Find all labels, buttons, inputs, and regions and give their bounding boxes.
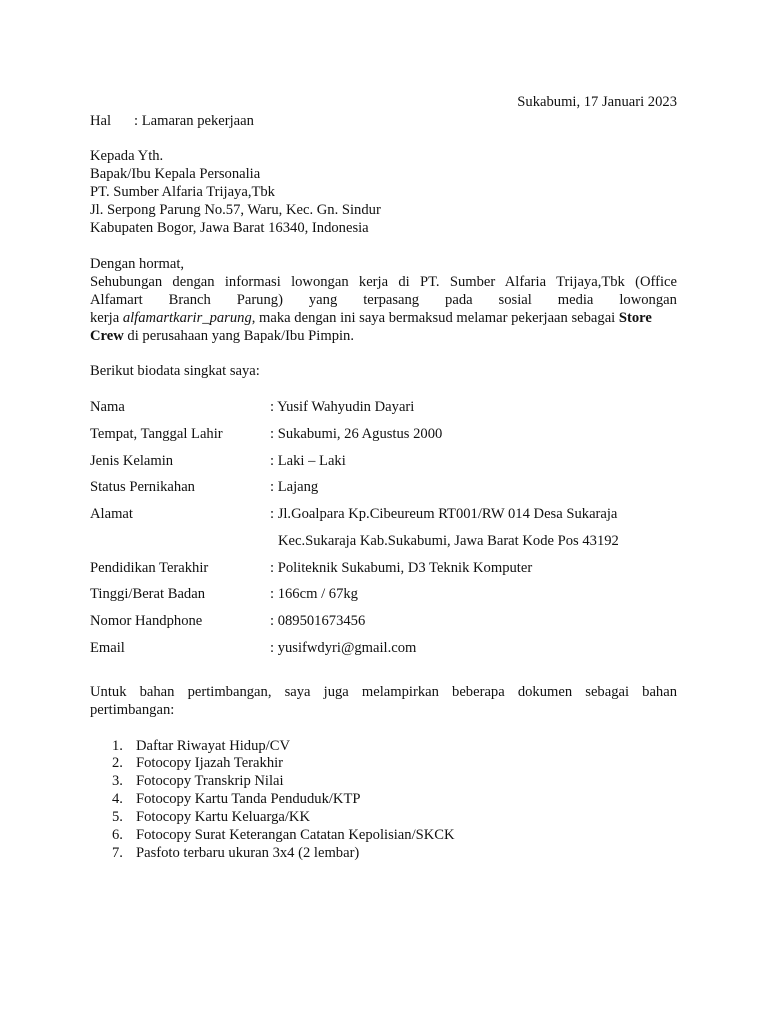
attachment-intro-line-1: Untuk bahan pertimbangan, saya juga melampirkan beberapa dokumen sebagai bahan bbox=[90, 684, 677, 700]
list-item: Fotocopy Transkrip Nilai bbox=[136, 773, 284, 789]
intro-word: media bbox=[557, 292, 594, 308]
bio-value: : Politeknik Sukabumi, D3 Teknik Komputer bbox=[270, 560, 533, 576]
bio-value: : 089501673456 bbox=[270, 613, 366, 629]
intro-word: yang bbox=[308, 292, 338, 308]
list-item: Fotocopy Kartu Keluarga/KK bbox=[136, 809, 311, 825]
list-item: Fotocopy Ijazah Terakhir bbox=[136, 755, 284, 771]
intro-word: pada bbox=[445, 292, 473, 308]
intro-word: Branch bbox=[168, 292, 211, 308]
bio-value: : Sukabumi, 26 Agustus 2000 bbox=[270, 426, 443, 442]
list-item: Fotocopy Kartu Tanda Penduduk/KTP bbox=[136, 791, 361, 807]
bio-value: : Lajang bbox=[270, 479, 319, 495]
bio-label: Tinggi/Berat Badan bbox=[90, 586, 205, 602]
intro-word: lowongan bbox=[619, 292, 677, 308]
list-item: Daftar Riwayat Hidup/CV bbox=[136, 738, 291, 754]
intro-line-3-post: , maka dengan ini saya bermaksud melamar pekerjaan sebagai bbox=[251, 310, 619, 326]
subject-label: Hal bbox=[90, 113, 112, 129]
intro-line-3-bold: Store bbox=[618, 310, 652, 326]
list-item-number: 7. bbox=[112, 845, 123, 861]
list-item-number: 1. bbox=[112, 738, 123, 754]
subject-value: : Lamaran pekerjaan bbox=[134, 113, 254, 129]
bio-label: Tempat, Tanggal Lahir bbox=[90, 426, 223, 442]
bio-value: : 166cm / 67kg bbox=[270, 586, 358, 602]
recipient-line: Kabupaten Bogor, Jawa Barat 16340, Indonesia bbox=[90, 220, 369, 236]
list-item: Pasfoto terbaru ukuran 3x4 (2 lembar) bbox=[136, 845, 360, 861]
intro-word: Alfamart bbox=[90, 292, 143, 308]
intro-line-3-pre: kerja bbox=[90, 310, 123, 326]
bio-intro: Berikut biodata singkat saya: bbox=[90, 363, 260, 379]
bio-label: Pendidikan Terakhir bbox=[90, 560, 209, 576]
attachment-intro-line-2: pertimbangan: bbox=[90, 702, 175, 718]
list-item-number: 3. bbox=[112, 773, 123, 789]
bio-label: Nama bbox=[90, 399, 125, 415]
recipient-line: Jl. Serpong Parung No.57, Waru, Kec. Gn. Sindur bbox=[90, 202, 381, 218]
recipient-line: PT. Sumber Alfaria Trijaya,Tbk bbox=[90, 184, 275, 200]
bio-label: Nomor Handphone bbox=[90, 613, 203, 629]
list-item-number: 4. bbox=[112, 791, 123, 807]
bio-value: : yusifwdyri@gmail.com bbox=[270, 640, 417, 656]
bio-value: Kec.Sukaraja Kab.Sukabumi, Jawa Barat Kode Pos 43192 bbox=[278, 533, 619, 549]
bio-label: Email bbox=[90, 640, 125, 656]
intro-line-4-bold: Crew bbox=[90, 328, 124, 344]
intro-line-3 bbox=[90, 309, 652, 327]
bio-label: Jenis Kelamin bbox=[90, 453, 174, 469]
list-item-number: 6. bbox=[112, 827, 123, 843]
intro-line-3-italic: alfamartkarir_parung bbox=[122, 310, 252, 326]
intro-line-2 bbox=[90, 291, 677, 309]
recipient-line: Bapak/Ibu Kepala Personalia bbox=[90, 166, 261, 182]
greeting: Dengan hormat, bbox=[90, 256, 185, 272]
bio-value: : Yusif Wahyudin Dayari bbox=[270, 399, 415, 415]
bio-value: : Jl.Goalpara Kp.Cibeureum RT001/RW 014 Desa Sukaraja bbox=[270, 506, 618, 522]
intro-word: sosial bbox=[498, 292, 532, 308]
intro-line-4 bbox=[90, 327, 354, 345]
bio-value: : Laki – Laki bbox=[270, 453, 346, 469]
intro-word: Parung) bbox=[236, 292, 283, 308]
list-item: Fotocopy Surat Keterangan Catatan Kepolisian/SKCK bbox=[136, 827, 455, 843]
list-item-number: 2. bbox=[112, 755, 123, 771]
intro-word: terpasang bbox=[363, 292, 420, 308]
recipient-line: Kepada Yth. bbox=[90, 148, 164, 164]
bio-label: Alamat bbox=[90, 506, 133, 522]
letter-date: Sukabumi, 17 Januari 2023 bbox=[517, 94, 677, 110]
list-item-number: 5. bbox=[112, 809, 123, 825]
intro-line-1: Sehubungan dengan informasi lowongan kerja di PT. Sumber Alfaria Trijaya,Tbk (Office bbox=[90, 274, 677, 290]
intro-line-4-post: di perusahaan yang Bapak/Ibu Pimpin. bbox=[123, 328, 354, 344]
bio-label: Status Pernikahan bbox=[90, 479, 195, 495]
